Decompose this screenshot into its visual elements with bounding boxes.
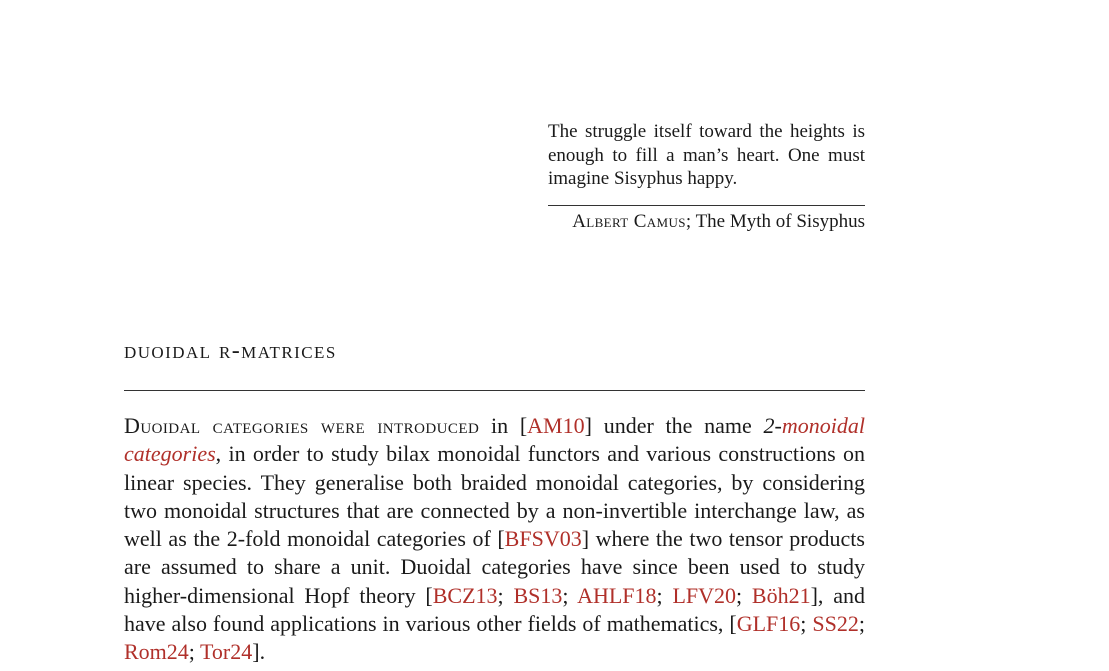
epigraph — [548, 120, 865, 233]
paragraph-text: ]. — [252, 639, 266, 665]
epigraph-separator: ; — [685, 210, 692, 232]
paragraph-text: ] under the name — [584, 413, 764, 438]
citation-link-tor24[interactable]: Tor24 — [200, 639, 253, 665]
citation-link-rom24[interactable]: Rom24 — [124, 639, 189, 665]
epigraph-quote: The struggle itself toward the heights is enough to fill a man’s heart. One must imagine Sisyphus happy. — [548, 121, 865, 189]
epigraph-author: Albert Camus — [572, 210, 686, 232]
intro-paragraph — [124, 412, 865, 667]
paragraph-text: , in order to study bilax monoidal functors and various constructions on linear species. They generalise both braided monoidal categories, by considering two monoidal structures that are connected by a non-invertible interchange law, as well as the 2-fold monoidal categories of [ — [124, 441, 865, 552]
paragraph-text: ], and have also found applications in various other fields of mathematics, [ — [124, 582, 865, 637]
epigraph-rule — [548, 205, 865, 206]
citation-separator: ; — [858, 611, 866, 637]
citation-link-ahlf18[interactable]: AHLF18 — [577, 582, 657, 608]
citation-separator: ; — [800, 611, 813, 637]
paragraph-text: in [ — [479, 413, 528, 438]
epigraph-attribution — [548, 210, 865, 233]
epigraph-work: The Myth of Sisyphus — [695, 210, 865, 232]
citation-separator: ; — [497, 582, 514, 608]
paragraph-text: ] where the two tensor products are assumed to share a unit. Duoidal categories have since been used to study higher-dimensional Hopf theory [ — [124, 526, 865, 608]
term-prefix: 2- — [763, 413, 782, 438]
citation-separator: ; — [736, 582, 752, 608]
chapter-title: duoidal r-matrices — [124, 338, 337, 364]
citation-link-ss22[interactable]: SS22 — [812, 611, 859, 637]
citation-link-glf16[interactable]: GLF16 — [736, 611, 801, 637]
citation-link-bfsv03[interactable]: BFSV03 — [504, 526, 582, 552]
citation-separator: ; — [188, 639, 201, 665]
citation-link-bs13[interactable]: BS13 — [513, 582, 563, 608]
chapter-rule — [124, 390, 865, 391]
citation-link-lfv20[interactable]: LFV20 — [672, 582, 736, 608]
citation-separator: ; — [656, 582, 673, 608]
citation-separator: ; — [562, 582, 578, 608]
paragraph-lead: Duoidal categories were introduced — [124, 413, 480, 438]
citation-link-bcz13[interactable]: BCZ13 — [432, 582, 498, 608]
citation-link-boh21[interactable]: Böh21 — [751, 582, 811, 608]
citation-link-am10[interactable]: AM10 — [527, 413, 585, 438]
term-link-monoidal-categories[interactable]: monoidal categories — [124, 413, 865, 467]
